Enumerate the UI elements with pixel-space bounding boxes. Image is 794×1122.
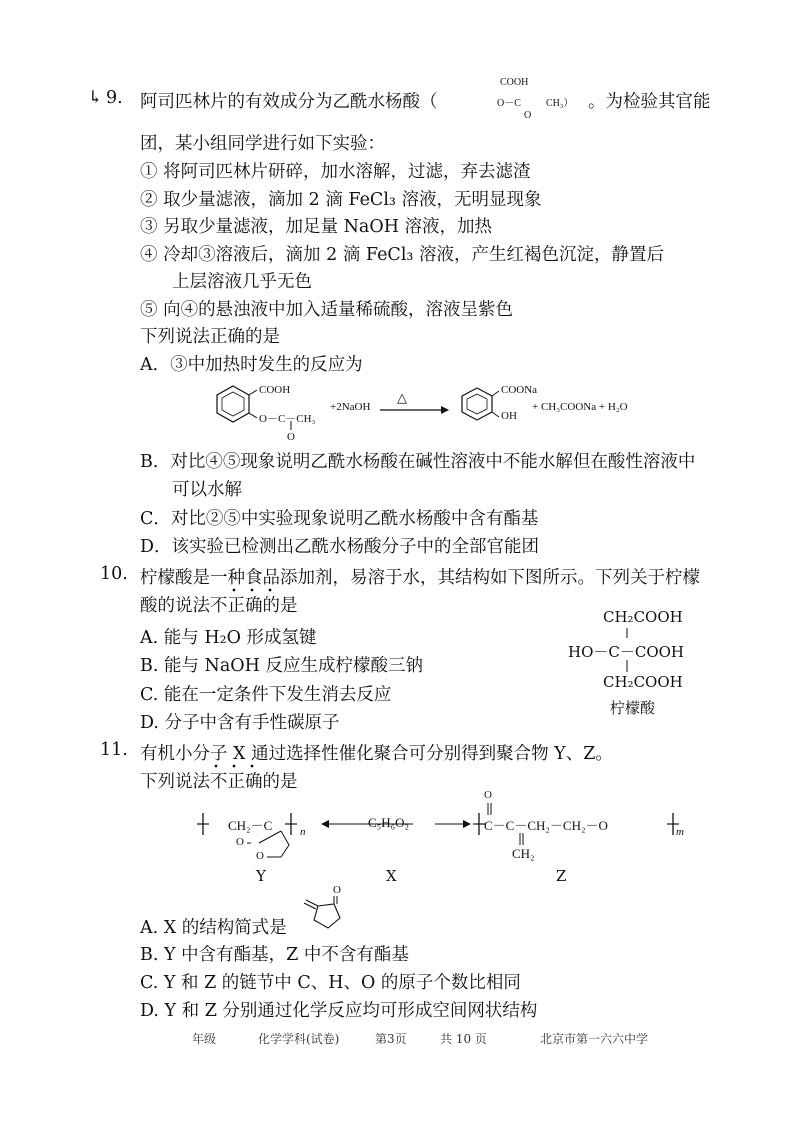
q9-question: 下列说法正确的是 <box>140 327 280 347</box>
q11-option-c: C. Y 和 Z 的链节中 C、H、O 的原子个数比相同 <box>140 973 521 993</box>
y-carbonyl-o: O <box>236 836 244 848</box>
q10-number: 10. <box>100 564 128 584</box>
z-subscript-m: m <box>676 826 684 838</box>
q10-option-d: D. 分子中含有手性碳原子 <box>140 713 340 733</box>
footer-grade: 年级 <box>192 1032 217 1046</box>
q10-stem-2: 酸的说法不正确的是 <box>140 596 298 616</box>
q9-struct-ch3: CH₃） <box>546 98 574 109</box>
q11-number: 11. <box>100 740 128 760</box>
q11-option-d: D. Y 和 Z 分别通过化学反应均可形成空间网状结构 <box>140 1001 538 1021</box>
footer-page: 第3页 <box>375 1032 407 1046</box>
label-x: X <box>386 867 397 885</box>
q9-stem-a: 阿司匹林片的有效成分为乙酰水杨酸（ <box>140 92 438 112</box>
q9-step-1: ① 将阿司匹林片研碎，加水溶解，过滤，弃去滤渣 <box>140 162 531 182</box>
q9-struct-o: O <box>524 110 532 121</box>
z-carbonyl-o: O <box>484 789 492 801</box>
q11-scheme-lines <box>195 795 695 875</box>
q9-check-mark: ↳ <box>88 88 103 108</box>
q9-stem-b: 。为检验其官能 <box>588 92 711 112</box>
heat-symbol: △ <box>397 390 407 405</box>
q9-step-4-cont: 上层溶液几乎无色 <box>172 272 312 292</box>
q9-option-c: C．对比②⑤中实验现象说明乙酰水杨酸中含有酯基 <box>140 509 539 529</box>
q11-option-a: A. X 的结构简式是 <box>140 918 287 938</box>
q9-step-5: ⑤ 向④的悬浊液中加入适量稀硫酸，溶液呈紫色 <box>140 300 514 320</box>
q9-step-2: ② 取少量滤液，滴加 2 滴 FeCl₃ 溶液，无明显现象 <box>140 190 542 210</box>
product-benzene-ring <box>462 388 492 420</box>
q11-option-b: B. Y 中含有酯基，Z 中不含有酯基 <box>140 945 409 965</box>
y-chain: CH₂－C <box>228 818 273 833</box>
z-chain: C－C－CH₂－CH₂－O <box>484 818 608 833</box>
citric-middle: HO－C－COOH <box>568 643 685 661</box>
q9-stem-c: 团，某小组同学进行如下实验： <box>140 134 385 154</box>
citric-label: 柠檬酸 <box>610 699 656 717</box>
z-methylene: CH₂ <box>512 846 535 861</box>
y-ring-o: O <box>256 850 264 862</box>
reactant-naoh: +2NaOH <box>330 401 371 413</box>
y-subscript-n: n <box>300 826 306 838</box>
q9-option-b: B．对比④⑤现象说明乙酰水杨酸在碱性溶液中不能水解但在酸性溶液中 <box>140 452 696 472</box>
q9-step-4: ④ 冷却③溶液后，滴加 2 滴 FeCl₃ 溶液，产生红褐色沉淀，静置后 <box>140 245 664 265</box>
x-structure-drawing <box>298 890 362 938</box>
q10-emphasis-dots <box>230 586 280 594</box>
product-rest: + CH₃COONa + H₂O <box>532 401 628 413</box>
q11-emphasis-dots <box>212 762 262 770</box>
label-z: Z <box>556 867 567 885</box>
product-coona: COONa <box>501 384 538 396</box>
citric-top: CH₂COOH <box>603 608 683 626</box>
label-y: Y <box>256 867 266 885</box>
reactant-ester: O－C－CH₃ <box>259 413 316 425</box>
q9-option-d: D．该实验已检测出乙酰水杨酸分子中的全部官能团 <box>140 537 540 557</box>
q9-step-3: ③ 另取少量滤液，加足量 NaOH 溶液，加热 <box>140 217 493 237</box>
footer-total: 共 10 页 <box>440 1032 487 1046</box>
reactant-cooh: COOH <box>259 384 291 396</box>
footer-subject: 化学学科(试卷) <box>258 1032 340 1046</box>
citric-bottom: CH₂COOH <box>603 673 683 691</box>
x-structure-o: O <box>333 884 341 896</box>
q9-option-b-cont: 可以水解 <box>172 480 242 500</box>
q10-option-a: A. 能与 H₂O 形成氢键 <box>140 628 317 648</box>
q9-struct-cooh: COOH <box>500 77 529 88</box>
q9-struct-oc: O－C <box>497 98 521 109</box>
footer-school: 北京市第一六六中学 <box>540 1032 649 1046</box>
reactant-carbonyl-o: O <box>287 431 295 443</box>
product-oh: OH <box>501 410 517 422</box>
x-formula: C₅H₆O₂ <box>368 815 410 830</box>
q10-option-c: C. 能在一定条件下发生消去反应 <box>140 685 392 705</box>
q9-number: 9. <box>106 88 123 108</box>
q10-option-b: B. 能与 NaOH 反应生成柠檬酸三钠 <box>140 656 423 676</box>
q10-stem-1: 柠檬酸是一种食品添加剂，易溶于水，其结构如下图所示。下列关于柠檬 <box>140 568 700 588</box>
q11-stem-1: 有机小分子 X 通过选择性催化聚合可分别得到聚合物 Y、Z。 <box>140 744 613 764</box>
q11-stem-2: 下列说法不正确的是 <box>140 772 298 792</box>
q9-option-a: A．③中加热时发生的反应为 <box>140 355 363 375</box>
